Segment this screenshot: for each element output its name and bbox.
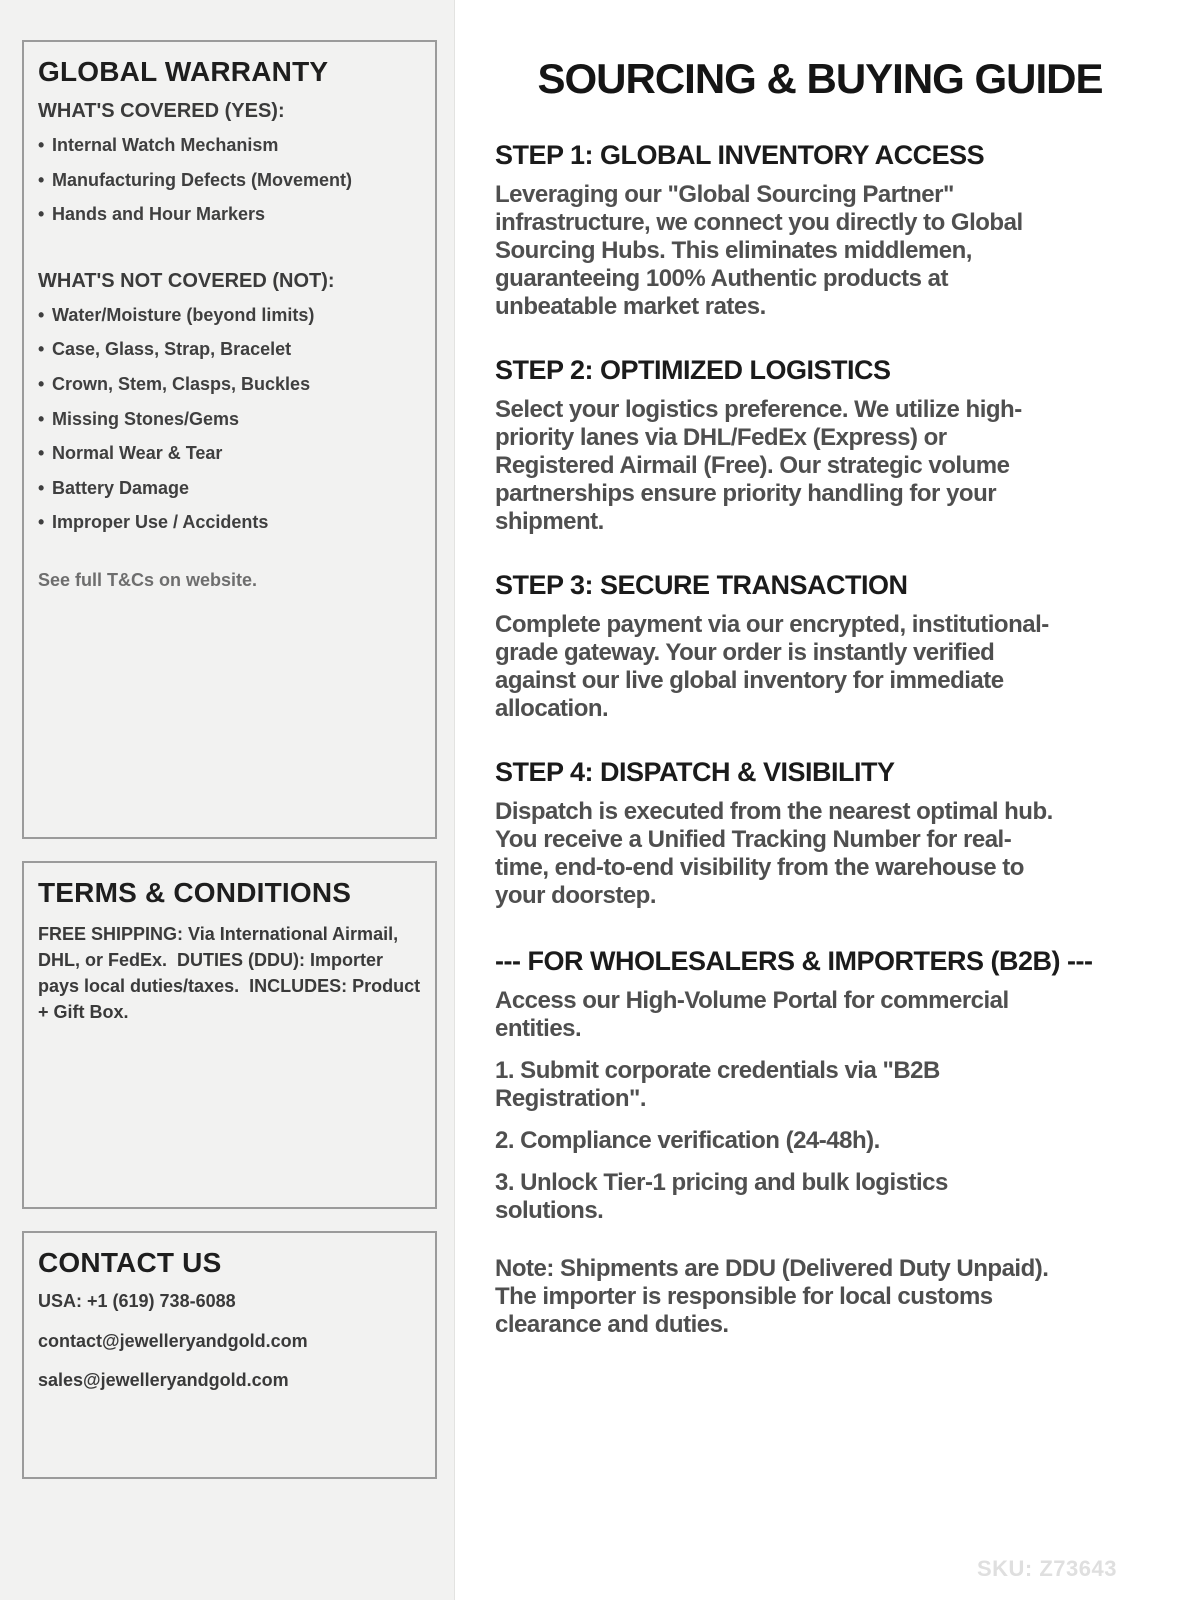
contact-email: contact@jewelleryandgold.com	[38, 1330, 308, 1351]
warranty-title: GLOBAL WARRANTY	[38, 56, 329, 87]
ddu-note: Note: Shipments are DDU (Delivered Duty Unpaid). The importer is responsible for local customs clearance and duties.	[495, 1255, 1049, 1339]
not-covered-item	[38, 339, 421, 361]
sales-email: sales@jewelleryandgold.com	[38, 1370, 289, 1391]
terms-title: TERMS & CONDITIONS	[38, 877, 352, 908]
b2b-step-3: 3. Unlock Tier-1 pricing and bulk logistics solutions.	[495, 1169, 948, 1225]
covered-item-text: Manufacturing Defects (Movement)	[52, 169, 353, 190]
b2b-step-1: 1. Submit corporate credentials via "B2B Registration".	[495, 1057, 940, 1113]
contact-us-panel	[22, 1231, 437, 1479]
step-1-body: Leveraging our "Global Sourcing Partner" infrastructure, we connect you directly to Global Sourcing Hubs. This eliminates middlemen, guaranteeing 100% Authentic products at unbeatable market rates.	[495, 181, 1023, 321]
not-covered-item-text: Water/Moisture (beyond limits)	[52, 304, 315, 325]
covered-item	[38, 135, 421, 157]
not-covered-item	[38, 512, 421, 534]
covered-item-text: Internal Watch Mechanism	[52, 135, 279, 155]
not-covered-list	[38, 305, 421, 534]
terms-body: FREE SHIPPING: Via International Airmail, DHL, or FedEx. DUTIES (DDU): Importer pays local duties/taxes. INCLUDES: Product + Gift Box.	[38, 924, 426, 1022]
not-covered-item	[38, 409, 421, 431]
not-covered-item	[38, 478, 421, 500]
step-4-body: Dispatch is executed from the nearest optimal hub. You receive a Unified Tracking Number for real-time, end-to-end visibility from the warehouse to your doorstep.	[495, 798, 1053, 910]
not-covered-item-text: Normal Wear & Tear	[52, 443, 223, 464]
step-3-heading: STEP 3: SECURE TRANSACTION	[495, 570, 908, 601]
page-title: SOURCING & BUYING GUIDE	[537, 55, 1103, 102]
covered-heading: WHAT'S COVERED (YES):	[38, 100, 285, 122]
step-3-section	[495, 570, 1145, 723]
not-covered-item-text: Improper Use / Accidents	[52, 512, 269, 533]
contact-title: CONTACT US	[38, 1247, 222, 1278]
step-2-body: Select your logistics preference. We utilize high-priority lanes via DHL/FedEx (Express) or Registered Airmail (Free). Our strategic volume partnerships ensure priority handling for your shipment.	[495, 396, 1022, 536]
b2b-section	[495, 946, 1145, 1339]
not-covered-item	[38, 443, 421, 465]
terms-conditions-panel	[22, 861, 437, 1209]
sku-label: SKU: Z73643	[976, 1556, 1117, 1581]
global-warranty-panel	[22, 40, 437, 839]
not-covered-item-text: Battery Damage	[52, 477, 190, 498]
step-2-heading: STEP 2: OPTIMIZED LOGISTICS	[495, 355, 891, 386]
covered-item	[38, 204, 421, 226]
b2b-intro: Access our High-Volume Portal for commercial entities.	[495, 987, 1009, 1043]
covered-item-text: Hands and Hour Markers	[52, 204, 266, 225]
sourcing-guide-content	[455, 0, 1200, 1600]
sidebar	[0, 0, 455, 1600]
step-1-section	[495, 140, 1145, 321]
step-4-heading: STEP 4: DISPATCH & VISIBILITY	[495, 757, 895, 788]
b2b-step-2: 2. Compliance verification (24-48h).	[495, 1127, 880, 1155]
covered-list	[38, 135, 421, 226]
warranty-footnote: See full T&Cs on website.	[38, 569, 258, 590]
not-covered-item	[38, 305, 421, 327]
not-covered-item-text: Case, Glass, Strap, Bracelet	[52, 339, 292, 360]
not-covered-heading: WHAT'S NOT COVERED (NOT):	[38, 269, 335, 292]
step-2-section	[495, 355, 1145, 536]
step-1-heading: STEP 1: GLOBAL INVENTORY ACCESS	[495, 140, 985, 170]
not-covered-item	[38, 374, 421, 396]
not-covered-item-text: Crown, Stem, Clasps, Buckles	[52, 373, 311, 394]
step-4-section	[495, 757, 1145, 910]
contact-phone: USA: +1 (619) 738-6088	[38, 1291, 236, 1311]
b2b-heading: --- FOR WHOLESALERS & IMPORTERS (B2B) ---	[495, 946, 1093, 977]
step-3-body: Complete payment via our encrypted, institutional-grade gateway. Your order is instantly verified against our live global inventory for immediate allocation.	[495, 611, 1049, 723]
not-covered-item-text: Missing Stones/Gems	[52, 408, 240, 429]
covered-item	[38, 170, 421, 192]
